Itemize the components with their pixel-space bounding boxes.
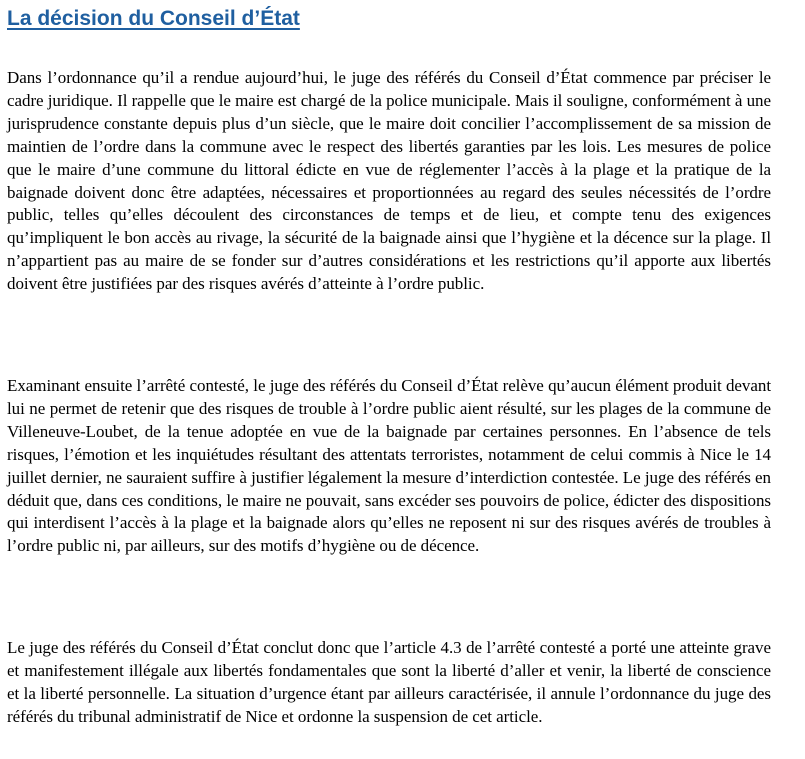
paragraph-legal-framework: Dans l’ordonnance qu’il a rendue aujourd’hui, le juge des référés du Conseil d’État commence par préciser le cadre juridique. Il rappelle que le maire est chargé de la police municipale. Mais il souligne, conformément à une jurisprudence constante depuis plus d’un siècle, que le maire doit concilier l’accomplissement de sa mission de maintien de l’ordre dans la commune avec le respect des libertés garanties par les lois. Les mesures de police que le maire d’une commune du littoral édicte en vue de réglementer l’accès à la plage et la pratique de la baignade doivent donc être adaptées, nécessaires et proportionnées au regard des seules nécessités de l’ordre public, telles qu’elles découlent des circonstances de temps et de lieu, et compte tenu des exigences qu’impliquent le bon accès au rivage, la sécurité de la baignade ainsi que l’hygiène et la décence sur la plage. Il n’appartient pas au maire de se fonder sur d’autres considérations et les restrictions qu’il apporte aux libertés doivent être justifiées par des risques avérés d’atteinte à l’ordre public. — [7, 68, 771, 294]
paragraph-examination-of-decree: Examinant ensuite l’arrêté contesté, le juge des référés du Conseil d’État relève qu’aucun élément produit devant lui ne permet de retenir que des risques de trouble à l’ordre public aient résulté, sur les plages de la commune de Villeneuve-Loubet, de la tenue adoptée en vue de la baignade par certaines personnes. En l’absence de tels risques, l’émotion et les inquiétudes résultant des attentats terroristes, notamment de celui commis à Nice le 14 juillet dernier, ne sauraient suffire à justifier légalement la mesure d’interdiction contestée. Le juge des référés en déduit que, dans ces conditions, le maire ne pouvait, sans excéder ses pouvoirs de police, édicter des dispositions qui interdisent l’accès à la plage et la baignade alors qu’elles ne reposent ni sur des risques avérés de troubles à l’ordre public ni, par ailleurs, sur des motifs d’hygiène ou de décence. — [7, 376, 771, 556]
document-title: La décision du Conseil d’État — [7, 7, 300, 30]
paragraph-conclusion: Le juge des référés du Conseil d’État conclut donc que l’article 4.3 de l’arrêté contesté a porté une atteinte grave et manifestement illégale aux libertés fondamentales que sont la liberté d’aller et venir, la liberté de conscience et la liberté personnelle. La situation d’urgence étant par ailleurs caractérisée, il annule l’ordonnance du juge des référés du tribunal administratif de Nice et ordonne la suspension de cet article. — [7, 638, 771, 726]
